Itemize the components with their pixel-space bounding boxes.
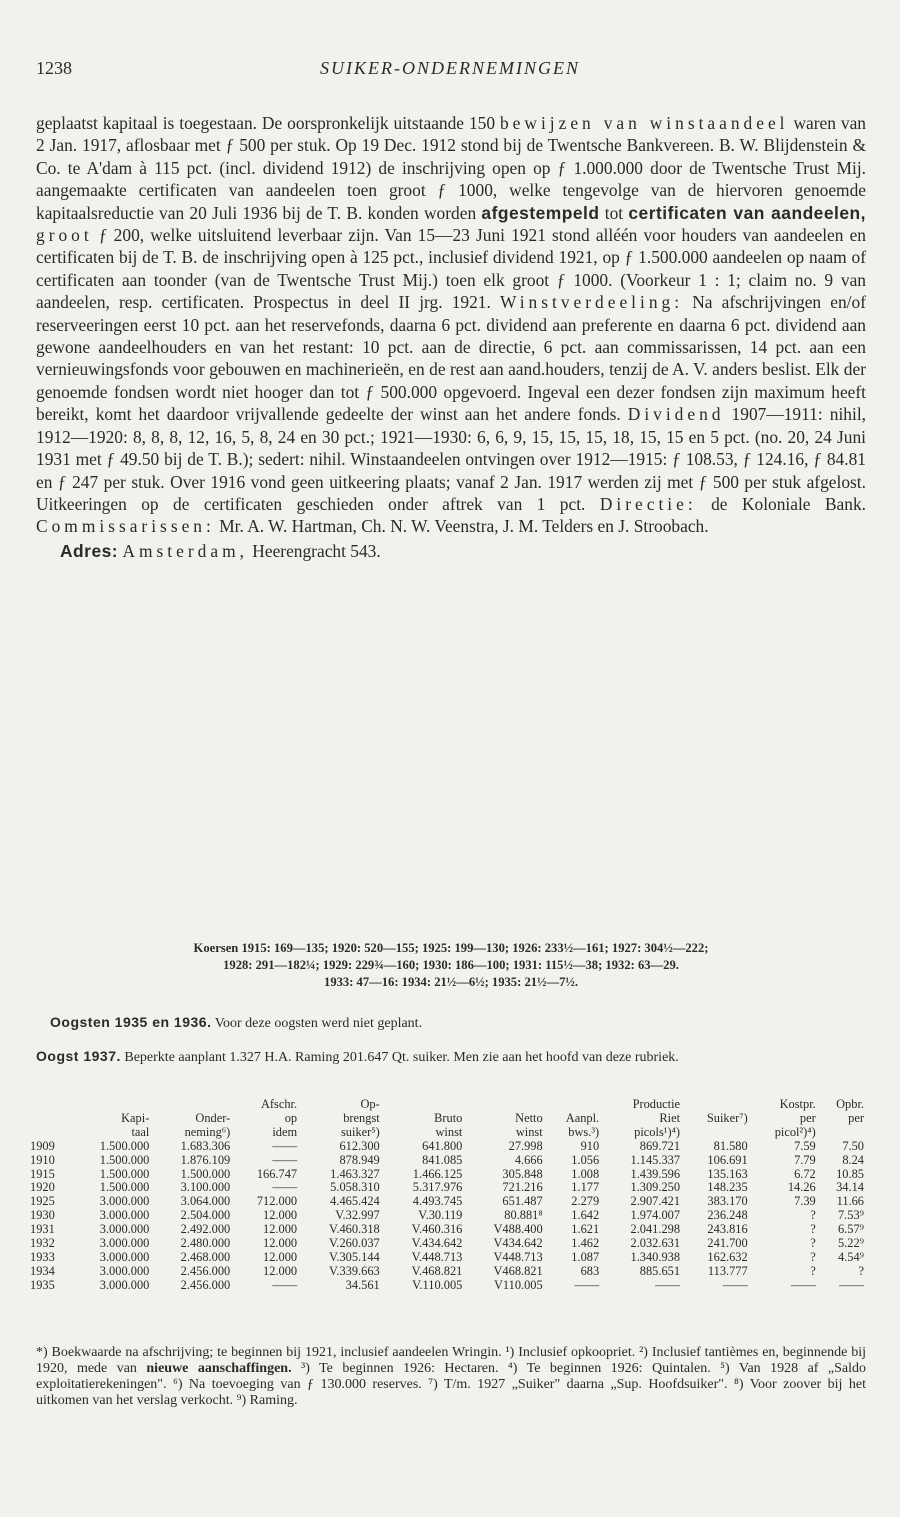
column-header: Afschr. [260, 1097, 298, 1111]
table-cell: 1.621 [571, 1222, 600, 1237]
table-cell: 243.816 [707, 1222, 748, 1237]
column-header [818, 1126, 866, 1140]
table-cell: V.460.318 [329, 1222, 380, 1237]
column-header: op [284, 1110, 298, 1125]
column-header: neming⁶) [184, 1124, 231, 1139]
table-cell: 7.79 [794, 1152, 816, 1167]
table-cell: 3.000.000 [99, 1208, 150, 1223]
company-description [36, 112, 866, 562]
column-header [30, 1126, 70, 1140]
table-cell: —— [272, 1138, 298, 1153]
table-cell: ? [810, 1222, 816, 1237]
column-header: bws.³) [568, 1124, 600, 1139]
table-cell: 1.087 [571, 1249, 600, 1264]
table-header-row [30, 1098, 866, 1112]
table-header [30, 1098, 866, 1140]
table-cell: 1.145.337 [630, 1152, 681, 1167]
table-cell: 1.500.000 [99, 1138, 150, 1153]
column-header: Onder- [195, 1110, 231, 1125]
table-cell: 12.000 [263, 1208, 298, 1223]
table-cell: ? [810, 1249, 816, 1264]
row-year: 1930 [30, 1208, 55, 1223]
harvest-1935-1936: Oogsten 1935 en 1936. Voor deze oogsten werd niet geplant. [50, 1014, 423, 1031]
row-year: 1932 [30, 1236, 55, 1251]
table-cell: 1.177 [571, 1180, 600, 1195]
table-cell: 1.974.007 [630, 1208, 681, 1223]
table-row [30, 1181, 866, 1195]
table-cell: 1.500.000 [99, 1152, 150, 1167]
table-cell: V434.642 [493, 1236, 543, 1251]
table-cell: 8.24 [842, 1152, 864, 1167]
column-header: Op- [360, 1097, 380, 1111]
table-cell: 27.998 [508, 1138, 543, 1153]
table-cell: 5.058.310 [330, 1180, 380, 1195]
column-header: picol²)⁴) [774, 1124, 816, 1139]
column-header: winst [515, 1124, 543, 1139]
row-year: 1920 [30, 1180, 55, 1195]
table-cell: 2.468.000 [180, 1249, 231, 1264]
table-cell: 2.480.000 [180, 1236, 231, 1251]
row-year: 1934 [30, 1263, 55, 1278]
table-cell: 3.000.000 [99, 1194, 150, 1209]
table-cell: 683 [580, 1263, 600, 1278]
table-row [30, 1195, 866, 1209]
financial-table [30, 1098, 866, 1293]
column-header: Kostpr. [779, 1097, 816, 1111]
table-cell: 1.683.306 [180, 1138, 231, 1153]
table-cell: 5.22⁹ [837, 1236, 864, 1251]
table-cell: 2.041.298 [630, 1222, 681, 1237]
table-cell: —— [272, 1180, 298, 1195]
table-cell: 3.064.000 [180, 1194, 231, 1209]
table-cell: 651.487 [502, 1194, 543, 1209]
table-cell: 2.492.000 [180, 1222, 231, 1237]
column-header [464, 1098, 544, 1112]
table-cell: V.460.316 [411, 1222, 463, 1237]
table-cell: 5.317.976 [412, 1180, 463, 1195]
table-cell: —— [722, 1277, 748, 1292]
table-cell: 4.54⁹ [837, 1249, 864, 1264]
column-header: idem [272, 1124, 298, 1139]
table-cell: —— [272, 1277, 298, 1292]
table-cell: 4.493.745 [412, 1194, 463, 1209]
table-cell: 241.700 [707, 1236, 748, 1251]
table-cell: V.32.997 [335, 1208, 380, 1223]
table-row [30, 1265, 866, 1279]
table-cell: V488.400 [493, 1222, 543, 1237]
table-cell: 2.907.421 [630, 1194, 681, 1209]
table-cell: 148.235 [707, 1180, 748, 1195]
table-cell: 7.59 [794, 1138, 816, 1153]
table-cell: V468.821 [493, 1263, 543, 1278]
table-row [30, 1209, 866, 1223]
row-year: 1925 [30, 1194, 55, 1209]
table-cell: V.448.713 [411, 1249, 463, 1264]
table-cell: V.339.663 [329, 1263, 380, 1278]
table-cell: 2.279 [571, 1194, 600, 1209]
table-cell: 10.85 [836, 1166, 864, 1181]
table-cell: 305.848 [502, 1166, 543, 1181]
column-header: picols¹)⁴) [634, 1124, 681, 1139]
table-cell: 11.66 [836, 1194, 864, 1209]
table-cell: V.305.144 [329, 1249, 380, 1264]
table-cell: 7.53⁹ [837, 1208, 864, 1223]
table-cell: 2.456.000 [180, 1263, 231, 1278]
table-cell: 1.056 [571, 1152, 600, 1167]
column-header: winst [435, 1124, 463, 1139]
column-header: Aanpl. [565, 1110, 600, 1125]
table-cell: 3.000.000 [99, 1222, 150, 1237]
table-cell: 81.580 [713, 1138, 748, 1153]
table-cell: 1.500.000 [180, 1166, 231, 1181]
column-header: taal [131, 1124, 150, 1139]
table-cell: 12.000 [263, 1236, 298, 1251]
table-cell: V.110.005 [412, 1277, 463, 1292]
column-header [30, 1112, 70, 1126]
table-cell: 80.881⁸ [504, 1208, 543, 1223]
table-cell: 721.216 [502, 1180, 543, 1195]
column-header [30, 1098, 70, 1112]
table-cell: 166.747 [256, 1166, 298, 1181]
row-year: 1915 [30, 1166, 55, 1181]
main-paragraph: geplaatst kapitaal is toegestaan. De oorspronkelijk uitstaande 150 bewijzen van winstaandeel waren van 2 Jan. 1917, aflosbaar met ƒ 500 per stuk. Op 19 Dec. 1912 stond bij de Twentsche Bankvereen. B. W. Blijdenstein & Co. te A'dam à 115 pct. (incl. dividend 1912) de inschrijving open op ƒ 1.000.000 door de Twentsche Trust Mij. aangemaakte certificaten van aandeelen toen groot ƒ 1000, welke tengevolge van de hiervoren genoemde kapitaalsreductie van 20 Juli 1936 bij de T. B. konden worden afgestempeld tot certificaten van aandeelen, groot ƒ 200, welke uitsluitend leverbaar zijn. Van 15—23 Juni 1921 stond alléén voor houders van aandeelen en certificaten bij de T. B. de inschrijving open à 125 pct., inclusief dividend 1921, op ƒ 1.500.000 aandeelen op naam of certificaten aan toonder (van de Twentsche Trust Mij.) toen elk groot ƒ 1000. (Voorkeur 1 : 1; claim no. 9 van aandeelen, resp. certificaten. Prospectus in deel II jrg. 1921. Winstverdeeling: Na afschrijvingen en/of reserveeringen eerst 10 pct. aan het reservefonds, daarna 6 pct. dividend aan preferente en daarna 6 pct. dividend aan gewone aandeelhouders en van het restant: 10 pct. aan de directie, 6 pct. aan commissarissen, 14 pct. aan een vernieuwingsfonds voor gebouwen en machinerieën, en de rest aan aand.houders, tenzij de A. V. anders beslist. Elk der genoemde fondsen wordt niet hooger dan tot ƒ 500.000 opgevoerd. Ingeval een dezer fondsen zijn maximum heeft bereikt, komt het daardoor vrijvallende gedeelte der winst aan het andere fonds. Dividend 1907—1911: nihil, 1912—1920: 8, 8, 8, 12, 16, 5, 8, 24 en 30 pct.; 1921—1930: 6, 6, 9, 15, 15, 15, 18, 15, 15 en 5 pct. (no. 20, 24 Juni 1931 met ƒ 49.50 bij de T. B.); sedert: nihil. Winstaandeelen ontvingen over 1912—1915: ƒ 108.53, ƒ 124.16, ƒ 84.81 en ƒ 247 per stuk. Over 1916 vond geen uitkeering plaats; vanaf 2 Jan. 1917 werden zij met ƒ 500 per stuk afgelost. Uitkeeringen op de certificaten geschieden onder aftrek van 1 pct. Directie: de Koloniale Bank. Commissarissen: Mr. A. W. Hartman, Ch. N. W. Veenstra, J. M. Telders en J. Stroobach. [36, 113, 867, 537]
running-title: SUIKER-ONDERNEMINGEN [320, 58, 580, 78]
table-row [30, 1237, 866, 1251]
table-cell: 878.949 [339, 1152, 380, 1167]
table-cell: 14.26 [787, 1180, 816, 1195]
table-cell: 236.248 [707, 1208, 748, 1223]
column-header: per [848, 1110, 864, 1125]
table-body [30, 1140, 866, 1293]
table-cell: ? [810, 1263, 816, 1278]
table-cell: 3.000.000 [99, 1236, 150, 1251]
table-row [30, 1168, 866, 1182]
address-line: Adres: Amsterdam, Heerengracht 543. [60, 540, 381, 561]
column-header: Opbr. [836, 1097, 864, 1111]
table-cell: —— [574, 1277, 600, 1292]
table-cell: 12.000 [263, 1263, 298, 1278]
table-cell: —— [272, 1152, 298, 1167]
table-cell: —— [839, 1277, 864, 1292]
table-cell: 1.439.596 [630, 1166, 681, 1181]
table-cell: V448.713 [493, 1249, 543, 1264]
table-cell: —— [655, 1277, 681, 1292]
table-cell: 3.000.000 [99, 1249, 150, 1264]
table-header-row [30, 1112, 866, 1126]
table-cell: 7.39 [794, 1194, 816, 1209]
table-header-row [30, 1126, 866, 1140]
column-header: Kapi- [121, 1110, 150, 1125]
table-cell: 869.721 [639, 1138, 681, 1153]
table-cell: 34.561 [345, 1277, 380, 1292]
column-header [382, 1098, 465, 1112]
share-prices: Koersen 1915: 169—135; 1920: 520—155; 1925: 199—130; 1926: 233½—161; 1927: 304½—222; 1928: 291—182¼; 1929: 229¾—160; 1930: 186—100; 1931: 115½—38; 1932: 63—29. 1933: 47—16: 1934: 21½—6½; 1935: 21½—7½. [193, 941, 709, 989]
row-year: 1910 [30, 1152, 55, 1167]
table-cell: 1.500.000 [99, 1180, 150, 1195]
table-cell: 162.632 [707, 1249, 748, 1264]
table-cell: 612.300 [339, 1138, 380, 1153]
table-cell: 1.462 [571, 1236, 600, 1251]
table-cell: —— [790, 1277, 816, 1292]
table-cell: 1.008 [571, 1166, 600, 1181]
table-cell: 383.170 [707, 1194, 748, 1209]
column-header: Bruto [434, 1110, 463, 1125]
table-cell: 1.876.109 [180, 1152, 231, 1167]
table-cell: 1.466.125 [412, 1166, 463, 1181]
table-cell: ? [858, 1263, 864, 1278]
table-cell: V.30.119 [418, 1208, 463, 1223]
table-cell: 34.14 [836, 1180, 864, 1195]
page-header [36, 58, 864, 84]
column-header: per [799, 1110, 816, 1125]
table-cell: 910 [580, 1138, 600, 1153]
table-cell: ? [810, 1208, 816, 1223]
table-cell: 885.651 [639, 1263, 681, 1278]
table-cell: 1.309.250 [630, 1180, 681, 1195]
column-header: Netto [515, 1110, 543, 1125]
table-row [30, 1279, 866, 1293]
table-cell: V.260.037 [329, 1236, 380, 1251]
table-cell: 712.000 [256, 1194, 298, 1209]
table-cell: V.468.821 [411, 1263, 463, 1278]
column-header [545, 1098, 601, 1112]
table-cell: 2.032.631 [630, 1236, 681, 1251]
table-cell: 2.456.000 [180, 1277, 231, 1292]
table-row [30, 1154, 866, 1168]
table-cell: 4.666 [514, 1152, 543, 1167]
column-header [682, 1098, 750, 1112]
table-cell: 12.000 [263, 1222, 298, 1237]
footnotes: *) Boekwaarde na afschrijving; te beginnen bij 1921, inclusief aandeelen Wringin. ¹) Inclusief opkoopriet. ²) Inclusief tantièmes en, beginnende bij 1920, mede van nieuwe aanschaffingen. ³) Te beginnen 1926: Hectaren. ⁴) Te beginnen 1926: Quintalen. ⁵) Van 1928 af „Saldo exploitatierekeningen". ⁶) Na toevoeging van ƒ 130.000 reserves. ⁷) T/m. 1927 „Suiker" daarna „Sup. Hoofdsuiker". ⁸) Voor zoover bij het uitkomen van het verslag verkocht. ⁹) Raming. [36, 1345, 867, 1408]
row-year: 1909 [30, 1138, 55, 1153]
row-year: 1931 [30, 1222, 55, 1237]
column-header: Productie [632, 1097, 681, 1111]
column-header: brengst [343, 1110, 380, 1125]
column-header [151, 1098, 232, 1112]
table-cell: 12.000 [263, 1249, 298, 1264]
table-cell: 6.72 [794, 1166, 816, 1181]
table-cell: ? [810, 1236, 816, 1251]
column-header [70, 1098, 151, 1112]
table-cell: 641.800 [422, 1138, 463, 1153]
table-cell: 4.465.424 [330, 1194, 380, 1209]
table-cell: 1.500.000 [99, 1166, 150, 1181]
table-cell: 3.100.000 [180, 1180, 231, 1195]
table-cell: V110.005 [493, 1277, 543, 1292]
table-cell: 2.504.000 [180, 1208, 231, 1223]
table-cell: 6.57⁹ [837, 1222, 864, 1237]
table-cell: 1.463.327 [330, 1166, 380, 1181]
table-cell: 3.000.000 [99, 1277, 150, 1292]
column-header: suiker⁵) [340, 1124, 380, 1139]
table-cell: 135.163 [707, 1166, 748, 1181]
column-header [682, 1126, 750, 1140]
row-year: 1933 [30, 1249, 55, 1264]
column-header: Suiker⁷) [706, 1110, 748, 1125]
page-number: 1238 [36, 58, 72, 78]
table-row [30, 1251, 866, 1265]
table-cell: V.434.642 [411, 1236, 463, 1251]
table-cell: 3.000.000 [99, 1263, 150, 1278]
column-header: Riet [659, 1110, 681, 1125]
table-row [30, 1223, 866, 1237]
table-cell: 113.777 [707, 1263, 748, 1278]
table-cell: 1.340.938 [630, 1249, 681, 1264]
table-cell: 1.642 [571, 1208, 600, 1223]
row-year: 1935 [30, 1277, 55, 1292]
table-cell: 106.691 [707, 1152, 748, 1167]
table-row [30, 1140, 866, 1154]
table-cell: 841.085 [422, 1152, 463, 1167]
harvest-1937: Oogst 1937. Beperkte aanplant 1.327 H.A. Raming 201.647 Qt. suiker. Men zie aan het hoofd van deze rubriek. [36, 1048, 679, 1065]
table-cell: 7.50 [842, 1138, 864, 1153]
